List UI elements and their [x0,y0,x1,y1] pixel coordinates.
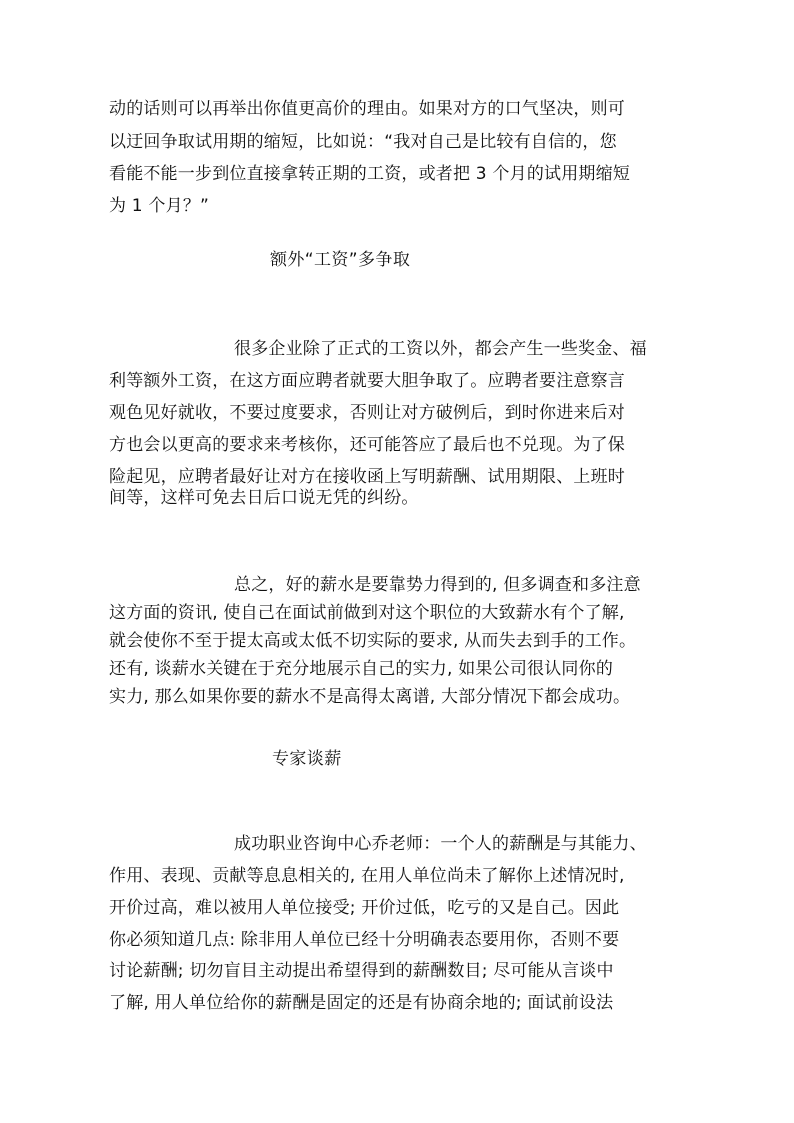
paragraph-line: 这方面的资讯, 使自己在面试前做到对这个职位的大致薪水有个了解, [109,603,625,623]
paragraph-line: 你必须知道几点: 除非用人单位已经十分明确表态要用你，否则不要 [109,930,620,950]
paragraph-line: 险起见，应聘者最好让对方在接收函上写明薪酬、试用期限、上班时 [109,467,625,487]
paragraph-line: 观色见好就收，不要过度要求，否则让对方破例后，到时你进来后对 [109,403,625,423]
paragraph-line: 方也会以更高的要求来考核你，还可能答应了最后也不兑现。为了保 [109,435,625,455]
paragraph-line: 成功职业咨询中心乔老师：一个人的薪酬是与其能力、 [234,834,647,854]
intro-line: 以迂回争取试用期的缩短，比如说：“我对自己是比较有自信的，您 [109,132,617,152]
paragraph-line: 了解, 用人单位给你的薪酬是固定的还是有协商余地的; 面试前设法 [109,993,614,1013]
intro-line: 为 1 个月？” [109,196,210,216]
paragraph-line: 总之，好的薪水是要靠势力得到的, 但多调查和多注意 [234,575,641,595]
section-heading-extra-pay: 额外“工资”多争取 [270,250,411,270]
paragraph-line: 很多企业除了正式的工资以外，都会产生一些奖金、福 [234,339,647,359]
paragraph-line: 就会使你不至于提太高或太低不切实际的要求, 从而失去到手的工作。 [109,631,637,651]
intro-line: 看能不能一步到位直接拿转正期的工资，或者把 3 个月的试用期缩短 [109,164,631,184]
paragraph-line: 间等，这样可免去日后口说无凭的纠纷。 [109,488,419,508]
paragraph-line: 讨论薪酬; 切勿盲目主动提出希望得到的薪酬数目; 尽可能从言谈中 [109,961,614,981]
section-heading-expert-talk: 专家谈薪 [272,749,342,769]
paragraph-line: 作用、表现、贡献等息息相关的, 在用人单位尚未了解你上述情况时, [109,866,625,886]
paragraph-line: 开价过高，难以被用人单位接受; 开价过低，吃亏的又是自己。因此 [109,898,620,918]
paragraph-line: 利等额外工资，在这方面应聘者就要大胆争取了。应聘者要注意察言 [109,371,625,391]
intro-line: 动的话则可以再举出你值更高价的理由。如果对方的口气坚决，则可 [109,99,625,119]
paragraph-line: 实力, 那么如果你要的薪水不是高得太离谱, 大部分情况下都会成功。 [109,687,631,707]
paragraph-line: 还有, 谈薪水关键在于充分地展示自己的实力, 如果公司很认同你的 [109,659,614,679]
